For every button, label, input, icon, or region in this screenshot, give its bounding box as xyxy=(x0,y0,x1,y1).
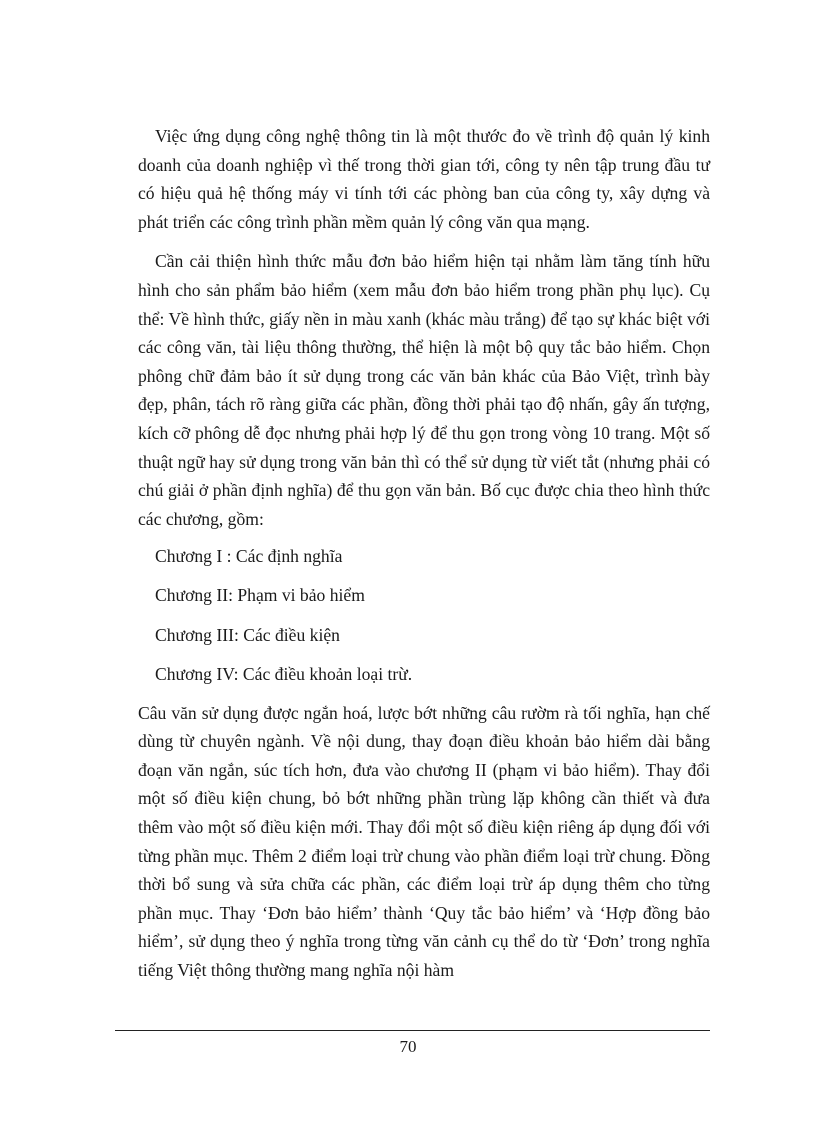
paragraph-closing: Câu văn sử dụng được ngắn hoá, lược bớt những câu rườm rà tối nghĩa, hạn chế dùng từ chuyên ngành. Về nội dung, thay đoạn điều khoản bảo hiểm dài bằng đoạn văn ngắn, súc tích hơn, đưa vào chương II (phạm vi bảo hiểm). Thay đổi một số điều kiện chung, bỏ bớt những phần trùng lặp không cần thiết và đưa thêm vào một số điều kiện mới. Thay đổi một số điều kiện riêng áp dụng đối với từng phần mục. Thêm 2 điểm loại trừ chung vào phần điểm loại trừ chung. Đồng thời bổ sung và sửa chữa các phần, các điểm loại trừ áp dụng thêm cho từng phần mục. Thay ‘Đơn bảo hiểm’ thành ‘Quy tắc bảo hiểm’ và ‘Hợp đồng bảo hiểm’, sử dụng theo ý nghĩa trong từng văn cảnh cụ thể do từ ‘Đơn’ trong nghĩa tiếng Việt thông thường mang nghĩa nội hàm xyxy=(138,702,710,981)
chapter-item: Chương IV: Các điều khoản loại trừ. xyxy=(155,663,413,684)
footer-divider xyxy=(115,1030,710,1031)
chapter-item: Chương II: Phạm vi bảo hiểm xyxy=(155,585,365,606)
chapter-item: Chương I : Các định nghĩa xyxy=(155,546,343,567)
chapter-item: Chương III: Các điều kiện xyxy=(155,624,340,645)
chapter-list xyxy=(138,542,710,688)
paragraph-insurance-form: Cần cải thiện hình thức mẫu đơn bảo hiểm hiện tại nhằm làm tăng tính hữu hình cho sản phẩm bảo hiểm (xem mẫu đơn bảo hiểm trong phần phụ lục). Cụ thể: Về hình thức, giấy nền in màu xanh (khác màu trắng) để tạo sự khác biệt với các công văn, tài liệu thông thường, thể hiện là một bộ quy tắc bảo hiểm. Chọn phông chữ đảm bảo ít sử dụng trong các văn bản khác của Bảo Việt, trình bày đẹp, phân, tách rõ ràng giữa các phần, đồng thời phải tạo độ nhấn, gây ấn tượng, kích cỡ phông dễ đọc nhưng phải hợp lý để thu gọn trong vòng 10 trang. Một số thuật ngữ hay sử dụng trong văn bản thì có thể sử dụng từ viết tắt (nhưng phải có chú giải ở phần định nghĩa) để thu gọn văn bản. Bố cục được chia theo hình thức các chương, gồm: xyxy=(138,251,710,529)
paragraph-it-application: Việc ứng dụng công nghệ thông tin là một thước đo về trình độ quản lý kinh doanh của doanh nghiệp vì thế trong thời gian tới, công ty nên tập trung đầu tư có hiệu quả hệ thống máy vi tính tới các phòng ban của công ty, xây dựng và phát triển các công trình phần mềm quản lý công văn qua mạng. xyxy=(138,126,710,232)
page-body xyxy=(138,122,710,985)
page-number: 70 xyxy=(399,1037,417,1056)
